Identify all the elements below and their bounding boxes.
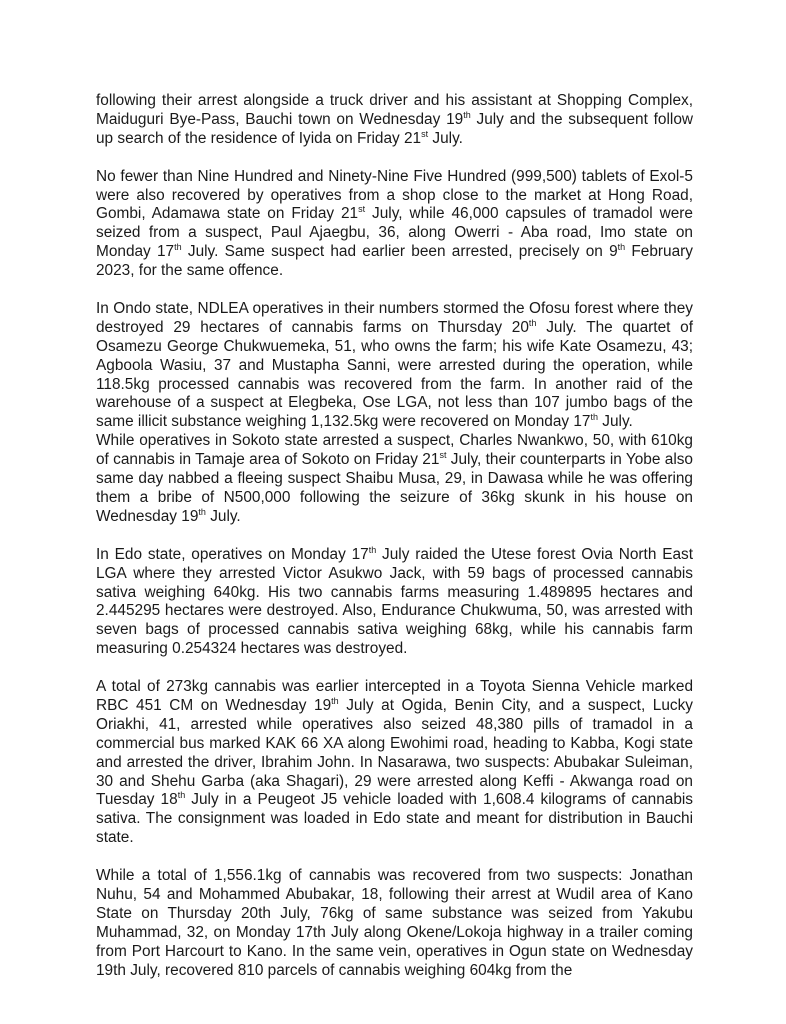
body-paragraph	[96, 168, 693, 281]
body-paragraph	[96, 678, 693, 848]
ordinal-suffix: th	[198, 506, 206, 517]
ordinal-suffix: st	[358, 204, 366, 215]
ordinal-suffix: th	[463, 109, 471, 120]
paragraph-text: February 2023, for the same offence.	[96, 243, 693, 280]
paragraph-text: A total of 273kg cannabis was earlier intercepted in a Toyota Sienna Vehicle marked RBC 451 CM on Wednesday 19	[96, 678, 693, 714]
paragraph-text: July at Ogida, Benin City, and a suspect, Lucky Oriakhi, 41, arrested while operatives also seized 48,380 pills of tramadol in a commercial bus marked KAK 66 XA along Ewohimi road, heading to Kabba, Kogi state and arrested the driver, Ibrahim John. In Nasarawa, two suspects: Abubakar Suleiman, 30 and Shehu Garba (aka Shagari), 29 were arrested along Keffi - Akwanga road on Tuesday 18	[96, 696, 693, 809]
ordinal-suffix: th	[177, 790, 186, 801]
paragraph-text: In Ondo state, NDLEA operatives in their numbers stormed the Ofosu forest where they destroyed 29 hectares of cannabis farms on Thursday 20	[96, 299, 693, 336]
body-paragraph	[96, 300, 693, 432]
paragraph-text: July.	[205, 507, 241, 525]
paragraph-text: July. The quartet of Osamezu George Chukwuemeka, 51, who owns the farm; his wife Kate Osamezu, 43; Agboola Wasiu, 37 and Mustapha Sanni, were arrested during the operation, while 118.5kg processed cannabis was recovered from the farm. In another raid of the warehouse of a suspect at Elegbeka, Ose LGA, not less than 107 jumbo bags of the same illicit substance weighing 1,132.5kg were recovered on Monday 17	[96, 318, 694, 431]
paragraph-text: While a total of 1,556.1kg of cannabis was recovered from two suspects: Jonathan Nuhu, 54 and Mohammed Abubakar, 18, following their arrest at Wudil area of Kano State on Thursday 20th July, 76kg of same substance was seized from Yakubu Muhammad, 32, on Monday 17th July along Okene/Lokoja highway in a trailer coming from Port Harcourt to Kano. In the same vein, operatives in Ogun state on Wednesday 19th July, recovered 810 parcels of cannabis weighing 604kg from the	[96, 867, 693, 979]
ordinal-suffix: th	[528, 317, 537, 328]
paragraph-text: July.	[428, 129, 463, 147]
body-paragraph	[96, 92, 693, 149]
paragraph-text: July, while 46,000 capsules of tramadol were seized from a suspect, Paul Ajaegbu, 36, along Owerri - Aba road, Imo state on Monday 17	[96, 205, 693, 261]
ordinal-suffix: th	[331, 695, 339, 706]
ordinal-suffix: st	[421, 128, 429, 139]
paragraph-text: In Edo state, operatives on Monday 17	[96, 545, 369, 563]
body-paragraph	[96, 867, 693, 980]
body-paragraph	[96, 546, 693, 659]
document-body	[96, 92, 693, 999]
ordinal-suffix: th	[368, 544, 377, 555]
paragraph-text: following their arrest alongside a truck driver and his assistant at Shopping Complex, Maiduguri Bye-Pass, Bauchi town on Wednesday 19	[96, 92, 693, 128]
paragraph-text: July. Same suspect had earlier been arrested, precisely on 9	[181, 243, 618, 261]
paragraph-text: While operatives in Sokoto state arrested a suspect, Charles Nwankwo, 50, with 610kg of cannabis in Tamaje area of Sokoto on Friday 21	[96, 432, 693, 469]
body-paragraph	[96, 432, 693, 527]
paragraph-text: No fewer than Nine Hundred and Ninety-Nine Five Hundred (999,500) tablets of Exol-5 were also recovered by operatives from a shop close to the market at Hong Road, Gombi, Adamawa state on Friday 21	[96, 167, 693, 223]
ordinal-suffix: st	[439, 450, 447, 461]
paragraph-text: July raided the Utese forest Ovia North East LGA where they arrested Victor Asukwo Jack, with 59 bags of processed cannabis sativa weighing 640kg. His two cannabis farms measuring 1.489895 hectares and 2.445295 hectares were destroyed. Also, Endurance Chukwuma, 50, was arrested with seven bags of processed cannabis sativa weighing 68kg, while his cannabis farm measuring 0.254324 hectares was destroyed.	[96, 545, 693, 658]
paragraph-text: July in a Peugeot J5 vehicle loaded with 1,608.4 kilograms of cannabis sativa. The consignment was loaded in Edo state and meant for distribution in Bauchi state.	[96, 791, 693, 847]
ordinal-suffix: th	[590, 412, 599, 423]
paragraph-text: July, their counterparts in Yobe also same day nabbed a fleeing suspect Shaibu Musa, 29, in Dawasa while he was offering them a bribe of N500,000 following the seizure of 36kg skunk in his house on Wednesday 19	[96, 451, 693, 525]
ordinal-suffix: th	[174, 242, 182, 253]
paragraph-text: July and the subsequent follow up search of the residence of Iyida on Friday 21	[96, 110, 693, 147]
paragraph-text: July.	[598, 413, 633, 431]
ordinal-suffix: th	[617, 242, 626, 253]
